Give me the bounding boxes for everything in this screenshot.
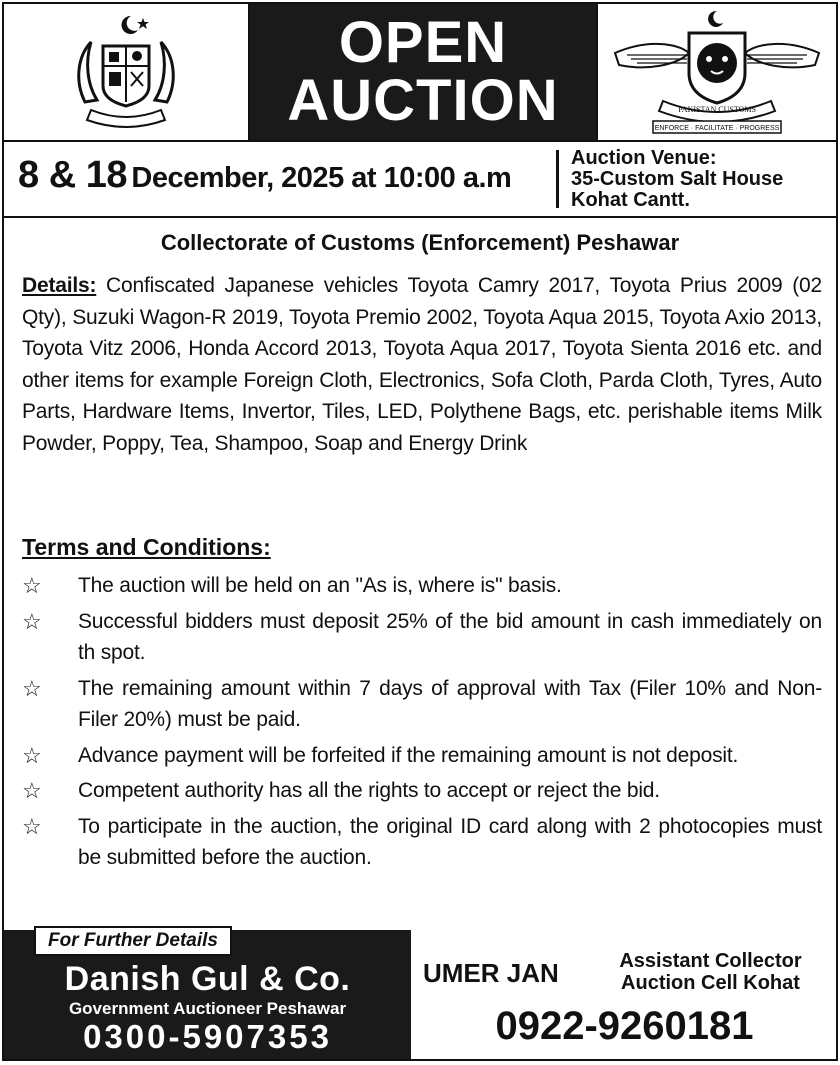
customs-motto-text: ENFORCE · FACILITATE · PROGRESS (654, 125, 780, 132)
venue-line-1: 35-Custom Salt House (571, 168, 784, 190)
auction-date (18, 154, 511, 197)
title-line-2: AUCTION (287, 68, 559, 133)
date-row (4, 142, 836, 218)
title-line-1: OPEN (338, 10, 508, 75)
officer-box (413, 936, 836, 1059)
term-item (22, 673, 822, 736)
further-details-label: For Further Details (34, 926, 232, 956)
venue-label: Auction Venue: (571, 147, 717, 169)
auctioneer-box (4, 930, 411, 1059)
officer-name: UMER JAN (423, 958, 559, 988)
star-icon: ☆ (22, 675, 42, 701)
term-text: Successful bidders must deposit 25% of the bid amount in cash immediately on th spot. (78, 609, 822, 664)
venue-line-2: Kohat Cantt. (571, 189, 690, 211)
title-box (250, 4, 596, 140)
auctioneer-phone: 0300-5907353 (83, 1018, 332, 1055)
term-text: To participate in the auction, the original ID card along with 2 photocopies must be submitted before the auction. (78, 814, 822, 869)
term-item (22, 570, 822, 602)
term-item (22, 775, 822, 807)
auction-days: 8 & 18 (18, 154, 127, 196)
footer (4, 930, 836, 1059)
term-item (22, 606, 822, 669)
auction-notice (2, 2, 838, 1061)
star-icon: ☆ (22, 573, 42, 598)
auction-month-time: December, 2025 at 10:00 a.m (131, 162, 512, 194)
customs-emblem-icon (596, 4, 836, 140)
star-icon: ☆ (22, 742, 42, 768)
organization-heading: Collectorate of Customs (Enforcement) Peshawar (160, 230, 680, 255)
term-text: Competent authority has all the rights to accept or reject the bid. (78, 779, 660, 802)
term-text: The remaining amount within 7 days of approval with Tax (Filer 10% and Non-Filer 20%) must be paid. (78, 676, 822, 731)
auction-venue (571, 148, 783, 211)
term-text: The auction will be held on an "As is, where is" basis. (78, 574, 562, 597)
officer-phone: 0922-9260181 (495, 1004, 754, 1048)
officer-title-line-1: Assistant Collector (619, 950, 802, 972)
star-icon: ☆ (22, 608, 42, 634)
term-item (22, 811, 822, 874)
terms-list (22, 570, 822, 878)
government-emblem-icon (4, 4, 250, 140)
star-icon: ☆ (22, 813, 42, 839)
date-venue-divider (556, 150, 559, 208)
customs-ring-text: PAKISTAN CUSTOMS (678, 105, 756, 114)
auctioneer-name: Danish Gul & Co. (64, 960, 351, 998)
officer-title (593, 950, 828, 994)
header (4, 4, 836, 142)
term-item (22, 740, 822, 772)
details-label: Details: (22, 274, 97, 297)
details-paragraph (22, 270, 822, 459)
details-text: Confiscated Japanese vehicles Toyota Camry 2017, Toyota Prius 2009 (02 Qty), Suzuki Wagon-R 2019, Toyota Premio 2002, Toyota Aqua 2015, Toyota Axio 2013, Toyota Vitz 2006, Honda Accord 2013, Toyota Aqua 2017, Toyota Sienta 2016 etc. and other items for example Foreign Cloth, Electronics, Sofa Cloth, Parda Cloth, Tyres, Auto Parts, Hardware Items, Invertor, Tiles, LED, Polythene Bags, etc. perishable items Milk Powder, Poppy, Tea, Shampoo, Soap and Energy Drink (22, 274, 822, 455)
star-icon: ☆ (22, 778, 42, 803)
term-text: Advance payment will be forfeited if the remaining amount is not deposit. (78, 743, 739, 767)
officer-title-line-2: Auction Cell Kohat (621, 972, 800, 994)
terms-heading: Terms and Conditions: (22, 534, 271, 560)
auctioneer-subtitle: Government Auctioneer Peshawar (68, 999, 347, 1018)
